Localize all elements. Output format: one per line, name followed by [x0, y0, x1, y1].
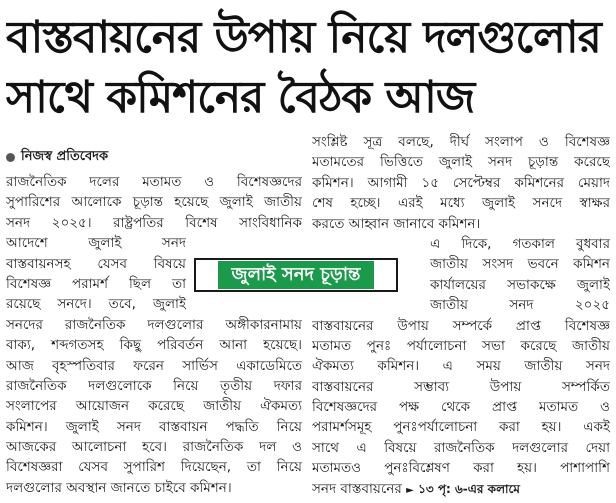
right-column: [312, 132, 610, 500]
article-line: আদেশে জুলাই সনদ: [6, 235, 186, 252]
article-line: ঐকমত্য কমিশন। এ সময় জাতীয় সনদ: [312, 358, 610, 375]
article-line: আজকের আলোচনা হবে। রাজনৈতিক দল ও: [6, 439, 302, 456]
left-column: [6, 146, 302, 500]
article-line: কমিশন। আগামী ১৫ সেপ্টেম্বর কমিশনের মেয়াদ: [312, 174, 610, 191]
article-line: রাজনৈতিক দলগুলোকে নিয়ে তৃতীয় দফার: [6, 377, 302, 394]
article-line: বিশেষজ্ঞরা যেসব সুপারিশ দিয়েছেন, তা নিয়ে: [6, 459, 302, 476]
article-line: জাতীয় সংসদ ভবনে কমিশন: [430, 256, 610, 273]
article-line: শেষ হচ্ছে। এরই মধ্যে জুলাই সনদে স্বাক্ষর: [312, 195, 610, 212]
article-line: আজ বৃহস্পতিবার ফরেন সার্ভিস একাডেমিতে: [6, 357, 302, 374]
article-line: মতামতের ভিত্তিতে জুলাই সনদ চূড়ান্ত করেছে: [312, 154, 610, 171]
byline-text: নিজস্ব প্রতিবেদক: [21, 148, 109, 164]
article-line: বাস্তবায়নের সম্ভাব্য উপায় সম্পর্কিত: [312, 378, 610, 395]
article-line: সংশ্লিষ্ট সূত্র বলছে, দীর্ঘ সংলাপ ও বিশেষজ্ঞ: [312, 134, 610, 150]
article-line-end: সনদ বাস্তবায়নের: [312, 480, 402, 497]
article-line: বিশেষজ্ঞ পরামর্শ ছিল তা: [6, 275, 186, 292]
article-line: মতামত পুনঃ পর্যালোচনা সভা করেছে জাতীয়: [312, 337, 610, 354]
article-line: সনদের রাজনৈতিক দলগুলোর অঙ্গীকারনামায়: [6, 316, 302, 333]
pull-quote-text: জুলাই সনদ চূড়ান্ত: [218, 261, 375, 289]
article-line: এ দিকে, গতকাল বুধবার: [430, 235, 610, 252]
bullet-icon: [6, 153, 15, 162]
article-line: মতামতও পুনঃবিশ্লেষণ করা হয়। পাশাপাশি: [312, 460, 610, 477]
article-line: রাজনৈতিক দলের মতামত ও বিশেষজ্ঞদের: [6, 174, 302, 190]
article-line: বাক্য, শব্দগতসহ কিছু পরিবর্তন আনা হয়েছে।: [6, 337, 302, 354]
article-line: পরামর্শসমূহ পুনঃপর্যালোচনা করা হয়। একই: [312, 419, 610, 436]
article-line: বাস্তবায়নসহ যেসব বিষয়ে: [6, 255, 186, 272]
article-line: সাথে এ বিষয়ে রাজনৈতিক দলগুলোর দেয়া: [312, 439, 610, 456]
article-line: দলগুলোর অবস্থান জানতে চাইবে কমিশন।: [6, 479, 232, 496]
article-line: করতে আহ্বান জানাবে কমিশন।: [312, 215, 481, 232]
continuation-arrow-icon: ►: [406, 484, 414, 496]
article-line: সংলাপের আয়োজন করেছে জাতীয় ঐকমত্য: [6, 398, 302, 415]
headline-line-2: সাথে কমিশনের বৈঠক আজ: [6, 72, 475, 123]
article-line: জাতীয় সনদ ২০২৫: [430, 297, 610, 314]
article-line: রয়েছে সনদে। তবে, জুলাই: [6, 296, 186, 313]
article-line-with-continuation: [312, 479, 610, 499]
headline-line-1: বাস্তবায়নের উপায় নিয়ে দলগুলোর: [6, 12, 601, 63]
article-line: সুপারিশের আলোকে চূড়ান্ত হয়েছে জুলাই জাতীয়: [6, 194, 302, 211]
pull-quote-box: [194, 258, 398, 292]
article-line: বিশেষজ্ঞদের পক্ষ থেকে প্রাপ্ত মতামত ও: [312, 399, 610, 416]
byline: [6, 146, 302, 168]
article-line: বাস্তবায়নের উপায় সম্পর্কে প্রাপ্ত বিশেষজ্ঞ: [312, 317, 610, 334]
continuation-note: ১৩ পৃ: ৬-এর কলামে: [418, 481, 520, 496]
article-line: কমিশন। জুলাই সনদ বাস্তবায়ন পদ্ধতি নিয়ে: [6, 418, 302, 435]
article-line: সনদ ২০২৫। রাষ্ট্রপতির বিশেষ সাংবিধানিক: [6, 214, 302, 231]
article-line: কার্যালয়ের সভাকক্ষে জুলাই: [430, 276, 610, 293]
